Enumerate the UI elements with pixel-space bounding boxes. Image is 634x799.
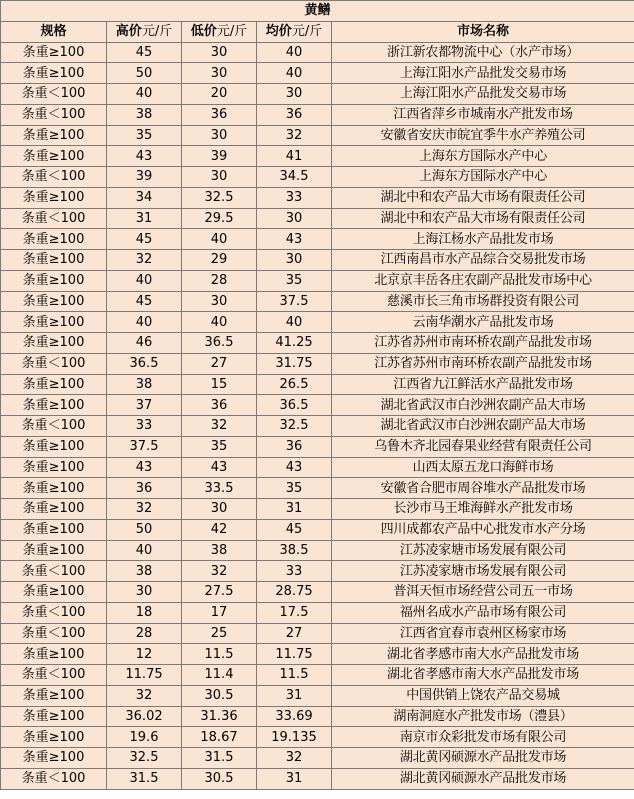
cell-high: 30: [107, 582, 182, 603]
cell-spec: 条重≥100: [1, 499, 107, 520]
cell-market: 乌鲁木齐北园春果业经营有限责任公司: [332, 436, 634, 457]
cell-high: 43: [107, 457, 182, 478]
cell-low: 30.5: [182, 768, 257, 789]
cell-high: 45: [107, 291, 182, 312]
cell-spec: 条重＜100: [1, 602, 107, 623]
cell-spec: 条重＜100: [1, 768, 107, 789]
cell-high: 39: [107, 167, 182, 188]
cell-high: 32: [107, 250, 182, 271]
cell-high: 19.6: [107, 727, 182, 748]
cell-spec: 条重≥100: [1, 395, 107, 416]
header-row: [1, 21, 634, 42]
cell-low: 40: [182, 229, 257, 250]
table-row: [1, 167, 634, 188]
cell-low: 30: [182, 125, 257, 146]
unit-label: 元/斤: [291, 24, 323, 40]
cell-high: 32: [107, 499, 182, 520]
cell-spec: 条重≥100: [1, 229, 107, 250]
cell-market: 江苏凌家塘市场发展有限公司: [332, 561, 634, 582]
cell-high: 40: [107, 312, 182, 333]
cell-high: 31.5: [107, 768, 182, 789]
cell-spec: 条重≥100: [1, 63, 107, 84]
cell-spec: 条重≥100: [1, 540, 107, 561]
cell-low: 31.5: [182, 748, 257, 769]
cell-avg: 26.5: [257, 374, 332, 395]
cell-low: 32: [182, 416, 257, 437]
cell-high: 11.75: [107, 665, 182, 686]
table-row: [1, 63, 634, 84]
table-row: [1, 499, 634, 520]
table-row: [1, 291, 634, 312]
cell-high: 28: [107, 623, 182, 644]
cell-high: 12: [107, 644, 182, 665]
header-high: 高价元/斤: [107, 21, 182, 42]
cell-high: 34: [107, 187, 182, 208]
cell-avg: 37.5: [257, 291, 332, 312]
cell-avg: 31: [257, 499, 332, 520]
table-row: [1, 540, 634, 561]
cell-high: 45: [107, 42, 182, 63]
cell-avg: 45: [257, 519, 332, 540]
cell-spec: 条重≥100: [1, 125, 107, 146]
table-row: [1, 623, 634, 644]
cell-avg: 35: [257, 478, 332, 499]
cell-low: 38: [182, 540, 257, 561]
cell-avg: 40: [257, 63, 332, 84]
cell-low: 30: [182, 167, 257, 188]
cell-market: 安徽省安庆市皖宜季牛水产养殖公司: [332, 125, 634, 146]
cell-low: 27.5: [182, 582, 257, 603]
cell-spec: 条重≥100: [1, 146, 107, 167]
cell-high: 33: [107, 416, 182, 437]
cell-high: 40: [107, 270, 182, 291]
cell-market: 四川成都农产品中心批发市水产分场: [332, 519, 634, 540]
cell-high: 43: [107, 146, 182, 167]
cell-spec: 条重≥100: [1, 457, 107, 478]
table-row: [1, 395, 634, 416]
cell-low: 20: [182, 84, 257, 105]
cell-market: 湖北黄冈硕源水产品批发市场: [332, 768, 634, 789]
cell-spec: 条重≥100: [1, 727, 107, 748]
table-row: [1, 84, 634, 105]
table-row: [1, 125, 634, 146]
cell-spec: 条重≥100: [1, 374, 107, 395]
cell-market: 上海东方国际水产中心: [332, 167, 634, 188]
cell-spec: 条重≥100: [1, 706, 107, 727]
cell-spec: 条重≥100: [1, 42, 107, 63]
cell-low: 39: [182, 146, 257, 167]
cell-market: 湖北中和农产品大市场有限责任公司: [332, 187, 634, 208]
cell-low: 25: [182, 623, 257, 644]
cell-high: 45: [107, 229, 182, 250]
cell-spec: 条重≥100: [1, 333, 107, 354]
table-row: [1, 416, 634, 437]
cell-high: 36.02: [107, 706, 182, 727]
cell-low: 30: [182, 63, 257, 84]
cell-high: 40: [107, 540, 182, 561]
cell-spec: 条重＜100: [1, 416, 107, 437]
cell-low: 27: [182, 353, 257, 374]
table-row: [1, 187, 634, 208]
table-row: [1, 519, 634, 540]
cell-market: 湖北中和农产品大市场有限责任公司: [332, 208, 634, 229]
cell-low: 11.4: [182, 665, 257, 686]
table-row: [1, 353, 634, 374]
cell-avg: 34.5: [257, 167, 332, 188]
table-row: [1, 333, 634, 354]
cell-avg: 30: [257, 84, 332, 105]
cell-avg: 31: [257, 685, 332, 706]
cell-market: 安徽省合肥市周谷堆水产品批发市场: [332, 478, 634, 499]
table-row: [1, 644, 634, 665]
cell-avg: 41: [257, 146, 332, 167]
cell-spec: 条重＜100: [1, 84, 107, 105]
cell-market: 福州名成水产品市场有限公司: [332, 602, 634, 623]
cell-spec: 条重≥100: [1, 250, 107, 271]
cell-avg: 32.5: [257, 416, 332, 437]
cell-low: 30: [182, 291, 257, 312]
cell-avg: 40: [257, 42, 332, 63]
cell-high: 36.5: [107, 353, 182, 374]
cell-avg: 32: [257, 748, 332, 769]
header-market: 市场名称: [332, 21, 634, 42]
cell-spec: 条重≥100: [1, 291, 107, 312]
cell-market: 江西省九江鲜活水产品批发市场: [332, 374, 634, 395]
cell-low: 15: [182, 374, 257, 395]
cell-market: 云南华潮水产品批发市场: [332, 312, 634, 333]
cell-spec: 条重≥100: [1, 312, 107, 333]
cell-avg: 32: [257, 125, 332, 146]
cell-low: 29.5: [182, 208, 257, 229]
table-row: [1, 104, 634, 125]
cell-high: 32: [107, 685, 182, 706]
cell-low: 33.5: [182, 478, 257, 499]
cell-market: 北京京丰岳各庄农副产品批发市场中心: [332, 270, 634, 291]
unit-label: 元/斤: [141, 24, 173, 40]
cell-market: 普洱天恒市场经营公司五一市场: [332, 582, 634, 603]
cell-high: 37.5: [107, 436, 182, 457]
cell-high: 50: [107, 519, 182, 540]
cell-avg: 41.25: [257, 333, 332, 354]
cell-market: 山西太原五龙口海鲜市场: [332, 457, 634, 478]
cell-spec: 条重≥100: [1, 187, 107, 208]
table-title: 黄鳝: [1, 1, 634, 22]
cell-avg: 11.75: [257, 644, 332, 665]
table-row: [1, 42, 634, 63]
cell-market: 慈溪市长三角市场群投资有限公司: [332, 291, 634, 312]
cell-market: 湖南洞庭水产批发市场（澧县）: [332, 706, 634, 727]
cell-low: 30.5: [182, 685, 257, 706]
cell-avg: 28.75: [257, 582, 332, 603]
cell-avg: 33.69: [257, 706, 332, 727]
cell-low: 11.5: [182, 644, 257, 665]
cell-market: 江西省宜春市袁州区杨家市场: [332, 623, 634, 644]
table-row: [1, 748, 634, 769]
cell-avg: 19.135: [257, 727, 332, 748]
cell-market: 上海江阳水产品批发交易市场: [332, 63, 634, 84]
cell-market: 浙江新农都物流中心（水产市场）: [332, 42, 634, 63]
cell-low: 30: [182, 499, 257, 520]
table-row: [1, 727, 634, 748]
cell-avg: 30: [257, 208, 332, 229]
cell-high: 38: [107, 561, 182, 582]
cell-avg: 40: [257, 312, 332, 333]
cell-avg: 36.5: [257, 395, 332, 416]
table-row: [1, 146, 634, 167]
cell-avg: 36: [257, 104, 332, 125]
cell-market: 湖北省孝感市南大水产品批发市场: [332, 665, 634, 686]
cell-market: 南京市众彩批发市场有限公司: [332, 727, 634, 748]
cell-low: 40: [182, 312, 257, 333]
cell-low: 18.67: [182, 727, 257, 748]
cell-low: 36.5: [182, 333, 257, 354]
table-row: [1, 768, 634, 789]
cell-market: 上海东方国际水产中心: [332, 146, 634, 167]
cell-market: 湖北省武汉市白沙洲农副产品大市场: [332, 416, 634, 437]
cell-avg: 27: [257, 623, 332, 644]
cell-market: 江苏凌家塘市场发展有限公司: [332, 540, 634, 561]
cell-market: 江西省萍乡市城南水产批发市场: [332, 104, 634, 125]
cell-market: 湖北省孝感市南大水产品批发市场: [332, 644, 634, 665]
cell-market: 长沙市马王堆海鲜水产批发市场: [332, 499, 634, 520]
cell-low: 29: [182, 250, 257, 271]
cell-spec: 条重＜100: [1, 167, 107, 188]
cell-spec: 条重＜100: [1, 208, 107, 229]
cell-spec: 条重≥100: [1, 748, 107, 769]
cell-low: 32.5: [182, 187, 257, 208]
cell-high: 36: [107, 478, 182, 499]
title-row: [1, 1, 634, 22]
cell-avg: 17.5: [257, 602, 332, 623]
table-row: [1, 478, 634, 499]
cell-spec: 条重＜100: [1, 561, 107, 582]
cell-high: 46: [107, 333, 182, 354]
cell-avg: 31: [257, 768, 332, 789]
cell-spec: 条重≥100: [1, 270, 107, 291]
table-row: [1, 706, 634, 727]
cell-spec: 条重＜100: [1, 623, 107, 644]
cell-high: 37: [107, 395, 182, 416]
cell-low: 32: [182, 561, 257, 582]
cell-avg: 43: [257, 457, 332, 478]
cell-market: 中国供销上饶农产品交易城: [332, 685, 634, 706]
cell-avg: 11.5: [257, 665, 332, 686]
cell-market: 上海江阳水产品批发交易市场: [332, 84, 634, 105]
table-row: [1, 665, 634, 686]
table-row: [1, 561, 634, 582]
cell-low: 28: [182, 270, 257, 291]
cell-low: 31.36: [182, 706, 257, 727]
cell-market: 上海江杨水产品批发市场: [332, 229, 634, 250]
cell-avg: 38.5: [257, 540, 332, 561]
cell-low: 36: [182, 104, 257, 125]
cell-low: 30: [182, 42, 257, 63]
cell-market: 江苏省苏州市南环桥农副产品批发市场: [332, 353, 634, 374]
cell-high: 38: [107, 104, 182, 125]
cell-market: 湖北黄冈硕源水产品批发市场: [332, 748, 634, 769]
cell-high: 35: [107, 125, 182, 146]
table-row: [1, 436, 634, 457]
cell-low: 17: [182, 602, 257, 623]
cell-market: 江西南昌市水产品综合交易批发市场: [332, 250, 634, 271]
cell-market: 江苏省苏州市南环桥农副产品批发市场: [332, 333, 634, 354]
table-row: [1, 270, 634, 291]
header-low: 低价元/斤: [182, 21, 257, 42]
cell-spec: 条重≥100: [1, 436, 107, 457]
cell-spec: 条重＜100: [1, 104, 107, 125]
table-row: [1, 457, 634, 478]
table-row: [1, 312, 634, 333]
table-row: [1, 250, 634, 271]
cell-low: 43: [182, 457, 257, 478]
cell-spec: 条重≥100: [1, 685, 107, 706]
cell-high: 50: [107, 63, 182, 84]
cell-avg: 43: [257, 229, 332, 250]
cell-high: 18: [107, 602, 182, 623]
table-row: [1, 229, 634, 250]
header-avg: 均价元/斤: [257, 21, 332, 42]
cell-low: 36: [182, 395, 257, 416]
cell-high: 40: [107, 84, 182, 105]
cell-low: 42: [182, 519, 257, 540]
cell-avg: 33: [257, 561, 332, 582]
cell-avg: 30: [257, 250, 332, 271]
cell-low: 35: [182, 436, 257, 457]
table-row: [1, 685, 634, 706]
cell-spec: 条重≥100: [1, 644, 107, 665]
cell-market: 湖北省武汉市白沙洲农副产品大市场: [332, 395, 634, 416]
cell-high: 31: [107, 208, 182, 229]
cell-high: 38: [107, 374, 182, 395]
table-row: [1, 208, 634, 229]
cell-spec: 条重≥100: [1, 478, 107, 499]
table-row: [1, 602, 634, 623]
unit-label: 元/斤: [216, 24, 248, 40]
cell-avg: 36: [257, 436, 332, 457]
cell-high: 32.5: [107, 748, 182, 769]
cell-spec: 条重＜100: [1, 665, 107, 686]
cell-avg: 35: [257, 270, 332, 291]
table-row: [1, 582, 634, 603]
cell-avg: 33: [257, 187, 332, 208]
cell-spec: 条重≥100: [1, 582, 107, 603]
cell-avg: 31.75: [257, 353, 332, 374]
header-spec: 规格: [1, 21, 107, 42]
cell-spec: 条重≥100: [1, 519, 107, 540]
cell-spec: 条重＜100: [1, 353, 107, 374]
table-row: [1, 374, 634, 395]
